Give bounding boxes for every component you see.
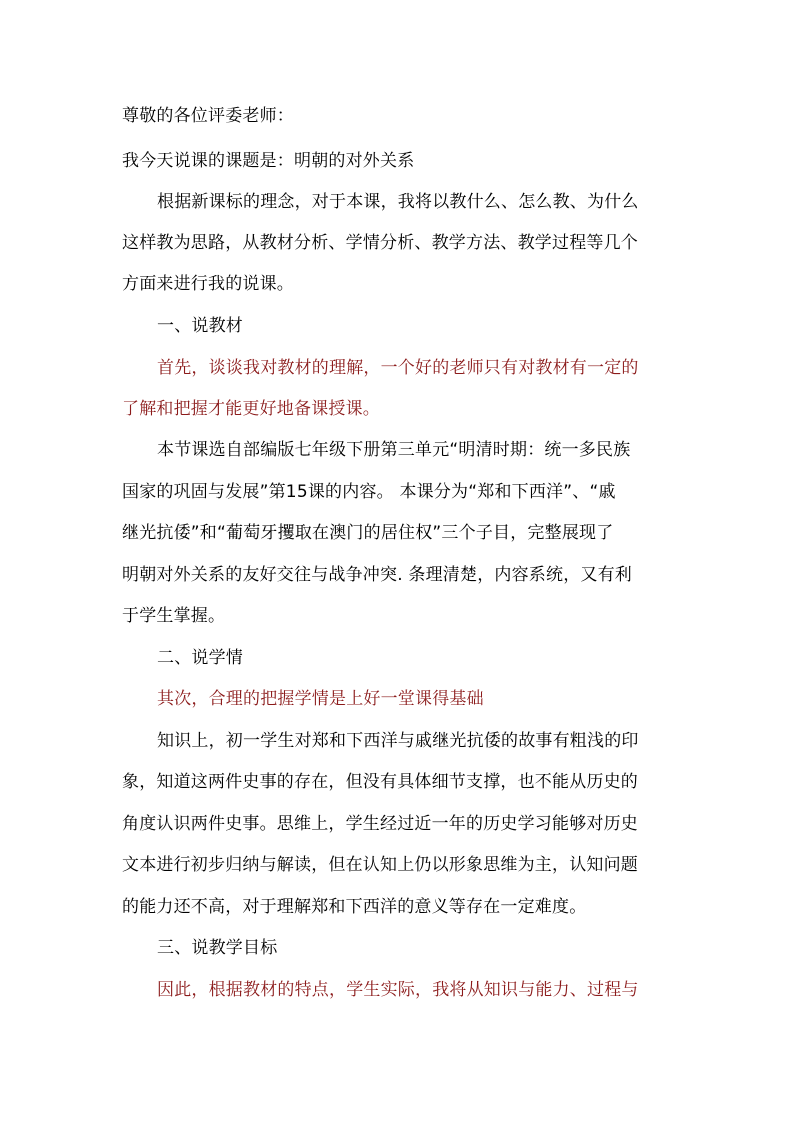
body-line: 知识上，初一学生对郑和下西洋与戚继光抗倭的故事有粗浅的印 [157, 731, 639, 751]
topic-line: 我今天说课的课题是：明朝的对外关系 [122, 151, 415, 171]
highlight-line: 因此，根据教材的特点，学生实际，我将从知识与能力、过程与 [157, 980, 639, 1000]
highlight-line: 了解和把握才能更好地备课授课。 [122, 399, 380, 419]
body-line: 角度认识两件史事。思维上，学生经过近一年的历史学习能够对历史 [122, 814, 638, 834]
greeting: 尊敬的各位评委老师： [122, 106, 294, 126]
body-line: 的能力还不高，对于理解郑和下西洋的意义等存在一定难度。 [122, 897, 587, 917]
body-line: 明朝对外关系的友好交往与战争冲突. 条理清楚，内容系统，又有利 [122, 565, 633, 585]
body-line: 于学生掌握。 [122, 606, 226, 626]
body-line: 象，知道这两件史事的存在，但没有具体细节支撑，也不能从历史的 [122, 772, 638, 792]
body-line: 继光抗倭”和“葡萄牙攫取在澳门的居住权”三个子目，完整展现了 [122, 523, 614, 543]
intro-line: 这样教为思路，从教材分析、学情分析、教学方法、教学过程等几个 [122, 233, 638, 253]
highlight-line: 其次，合理的把握学情是上好一堂课得基础 [157, 689, 484, 709]
body-line: 本节课选自部编版七年级下册第三单元“明清时期：统一多民族 [157, 440, 631, 460]
section-heading-students: 二、说学情 [157, 648, 243, 668]
section-heading-objectives: 三、说教学目标 [157, 938, 278, 958]
intro-line: 方面来进行我的说课。 [122, 274, 294, 294]
highlight-line: 首先，谈谈我对教材的理解，一个好的老师只有对教材有一定的 [157, 358, 639, 378]
body-line: 国家的巩固与发展”第15课的内容。 本课分为“郑和下西洋”、“戚 [122, 482, 616, 502]
body-line: 文本进行初步归纳与解读，但在认知上仍以形象思维为主，认知问题 [122, 855, 638, 875]
section-heading-textbook: 一、说教材 [157, 316, 243, 336]
intro-line: 根据新课标的理念，对于本课，我将以教什么、怎么教、为什么 [157, 192, 639, 212]
